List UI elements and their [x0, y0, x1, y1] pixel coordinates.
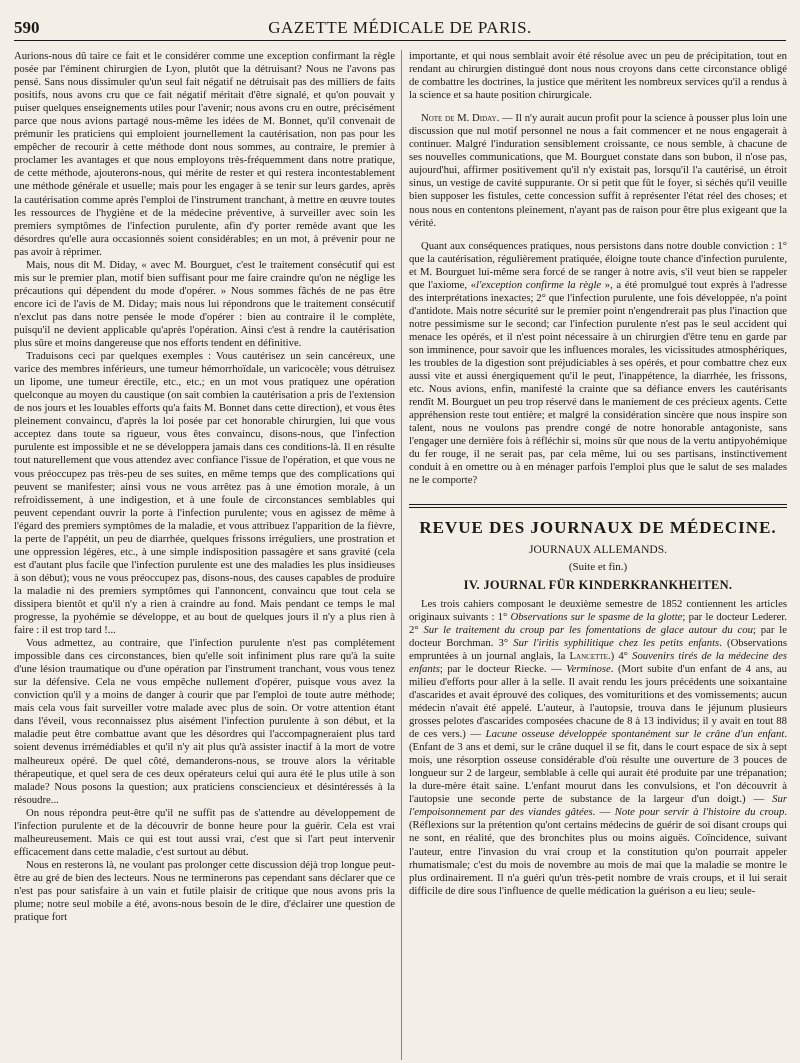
conclusion-paragraph	[409, 240, 787, 488]
paragraph: Vous admettez, au contraire, que l'infection purulente n'est pas complétement impossible dans ces circonstances, bien qu'elle soit infiniment plus rare qu'à la suite d'une lésion traumatique ou d'une opération par l'instrument tranchant, vous vous tenez sur la défensive. Cela ne vous empêche nullement d'opérer, puisque vous avez la conviction qu'il y a moins de danger à courir que par l'emploi de toute autre méthode; mais cela vous fait surveiller votre malade avec plus de soin. Or votre attention étant dans l'éveil, vous reconnaissez plus aisément l'infection purulente à son début, et la maladie peut être combattue avant que les désordres qui l'accompagneraient plus tard soient devenus irrémédiables et qu'il n'y ait plus qu'à assister inactif à la mort de votre malheureux opéré. De quel côté, demanderons-nous, se trouve alors la véritable thérapeutique, et quel sera de ces deux opérateurs celui qui aura été le plus utile à son malade? Nous posons la question; aux praticiens consciencieux et désintéressés à la résoudre...	[14, 637, 395, 806]
review-text: Lancette	[569, 649, 608, 662]
review-text: ; par le docteur Lederer. 2°	[409, 610, 787, 636]
spacer	[409, 102, 787, 112]
review-text: . (Enfant de 3 ans et demi, sur le crâne duquel il se fit, dans le court espace de six à sept mois, une résorption osseuse considérable d'où résulte une ouverture de 3 pouces de longueur sur 2 de largeur, semblable à celle qui aurait été produite par une trépanation; la dure-mère était saine. L'enfant mourut dans les convulsions, et l'on découvrit à l'autopsie une seconde perte de substance de la largeur d'un doigt.) —	[409, 728, 787, 806]
section-rule	[409, 504, 787, 508]
section-title: REVUE DES JOURNAUX DE MÉDECINE.	[419, 517, 777, 537]
conclusion-quote: l'exception confirme la règle	[475, 278, 602, 291]
running-header	[14, 16, 786, 41]
review-text: . (Réflexions sur la prétention qu'ont certains médecins de guérir de soi disant croups qui ne sont, en réalité, que des bronchites plus ou moins aiguës. Coïncidence, suivant l'auteur, entre l'invasion du vrai croup et la constitution qu'on pourrait appeler rhumatismale; c'est du mois de novembre au mois de mai que la maladie se montre le plus ordinairement. Il n'a guéri qu'un très-petit nombre de vrais croups, et il lui serait difficile de dire sous l'influence de quelle médication la guérison a eu lieu; seule-	[409, 806, 787, 897]
page-number: 590	[14, 18, 40, 37]
note-label: Note de M. Diday.	[421, 112, 500, 125]
journal-title: GAZETTE MÉDICALE DE PARIS.	[268, 18, 532, 37]
review-italic-title: Sur le traitement du croup par les fomentations de glace autour du cou	[423, 623, 753, 636]
review-text: Les trois cahiers composant le deuxième semestre de 1852 contiennent les articles originaux suivants : 1°	[409, 597, 787, 623]
review-italic-title: Sur l'empoisonnement par des viandes gâtées	[409, 793, 787, 819]
review-italic-title: Souvenirs tirés de la médecine des enfants	[409, 649, 787, 675]
review-text: ; par le docteur Riecke. —	[439, 662, 567, 675]
review-text: ; par le docteur Borchman. 3°	[409, 623, 787, 649]
review-text: .) 4°	[607, 649, 633, 662]
review-italic-title: Verminose	[566, 662, 611, 675]
review-italic-title: Sur l'iritis syphilitique chez les petits enfants	[513, 636, 720, 649]
paragraph: Nous en resterons là, ne voulant pas prolonger cette discussion déjà trop longue peut-être au gré de bien des lecteurs. Nous ne terminerons pas cependant sans déclarer que ce n'est pas pour satisfaire à un vain et futile plaisir de critique que nous avons pris la plume; notre seul mobile a été, avons-nous besoin de le dire, d'éclairer une question de pratique fort	[14, 858, 395, 924]
journal-heading: IV. JOURNAL FÜR KINDERKRANKHEITEN.	[463, 577, 733, 592]
paragraph: Mais, nous dit M. Diday, « avec M. Bourguet, c'est le traitement consécutif qui est mis sur le premier plan, motif bien suffisant pour me faire craindre qu'on ne néglige les précautions qui dépendent du mode d'opérer. » Nous sommes fâchés de ne pas être encore ici de l'avis de M. Diday; mais nous lui répondrons que le traitement consécutif n'exclut pas dans notre pensée le mode d'opérer : bien au contraire il le complète, puisqu'il ne devient applicable qu'après l'opération. Ainsi c'est à rendre la cautérisation plus sûre et moins dangereuse que nos efforts tendent en définitive.	[14, 258, 395, 350]
review-paragraph	[409, 598, 787, 898]
review-text: . (Observations empruntées à un journal anglais, la	[409, 636, 787, 662]
left-column	[14, 50, 395, 1060]
review-text: . —	[592, 806, 615, 819]
review-italic-title: Lacune osseuse développée spontanément sur le crâne d'un enfant	[485, 728, 785, 741]
paragraph: Traduisons ceci par quelques exemples : Vous cautérisez un sein cancéreux, une varice des membres inférieurs, une tumeur hémorrhoïdale, un varicocèle; vous détruisez un lipome, une tumeur érectile, etc., etc.; en un mot vous pratiquez une opération quelconque au moyen du caustique (on sait combien la cautérisation a pris de l'extension de nos jours et les louables efforts qu'a faits M. Bonnet dans cette direction), et vous êtes pleinement convaincu, d'après la loi posée par cet honorable chirurgien, lui que vous acceptez dans toute sa rigueur, vous êtes convaincu, disons-nous, que l'infection purulente est impossible et ne se développera jamais dans ces conditions-là. Il en résulte tout naturellement que vous attendez avec confiance l'issue de l'opération, et que vous ne vous préoccupez pas très-peu de ses suites, en même temps que des complications qui peuvent se manifester; ainsi vous ne vous arrêtez pas à une émotion morale, à un refroidissement, à une indigestion, et à une foule de circonstances semblables qui peuvent cependant ouvrir la porte à l'infection purulente; vous en agissez de même à l'égard des premiers symptômes de la maladie, et vous attribuez l'apparition de la fièvre, la perte de l'appétit, un peu de diarrhée, quelques frissons irréguliers, une prostration et une oppression légères, etc., à une simple indisposition passagère et sans gravité (cela est d'autant plus facile que l'infection purulente est une des maladies les plus insidieuses à son début); vous ne vous préoccupez pas, disons-nous, des causes capables de produire la maladie ni des premiers symptômes qui l'annoncent, convaincu que tout cela se dissipera bientôt et qu'il n'y a rien à craindre au fond. Mais pendant ce temps le mal progresse, la pyohémie se développe, et au bout de quelques jours il n'y a plus rien à faire : il est trop tard !...	[14, 350, 395, 637]
spacer	[409, 230, 787, 240]
right-column	[409, 50, 787, 1060]
section-subtitle: JOURNAUX ALLEMANDS.	[528, 543, 667, 556]
note-text: — Il n'y aurait aucun profit pour la science à pousser plus loin une discussion que nul motif personnel ne nous a fait commencer et ne nous engagerait à continuer. Malgré l'induration sensiblement croissante, ce nous semble, à chacune de ses nouvelles communications, que M. Bourguet constate dans son bubon, il n'ose pas, aujourd'hui, affirmer positivement qu'il n'y existait pas, lorsqu'il l'a cautérisé, un étroit sinus, un vestige de cavité suppurante. Or si petit que fût le foyer, si séchés qu'il veuille bien supposer les fistules, cette concession suffit à représenter l'état réel des choses; et nous nous en contentons pleinement, n'ayant pas de raison pour être plus exigeant que la vérité.	[409, 112, 787, 229]
note-paragraph	[409, 112, 787, 229]
column-divider	[401, 50, 402, 1060]
section-continued: (Suite et fin.)	[568, 560, 628, 573]
review-italic-title: Note pour servir à l'histoire du croup	[614, 806, 785, 819]
paragraph: On nous répondra peut-être qu'il ne suffit pas de s'attendre au développement de l'infection purulente et de la découvrir de bonne heure pour la guérir. Cela est vrai malheureusement. Mais ce qui est tout aussi vrai, c'est que si l'art peut intervenir efficacement dans cette maladie, c'est surtout au début.	[14, 806, 395, 858]
conclusion-text: », a été promulgué tout exprès à l'adresse des interprétations inexactes; 2° que l'infection purulente, une fois développée, n'a point d'antidote. Mais notre sécurité sur le premier point n'engendrerait pas plus l'inaction que notre pessimisme sur le second; car l'infection purulente n'est pas le seul accident qui menace les opérés, et il n'est point nécessaire à un chirurgien d'être tenu en garde par son imminence, pour savoir que les influences morales, les vicissitudes atmosphériques, les troubles de la digestion sont préjudiciables à ses opérés, et pour combattre chez eux aussi vite et aussi énergiquement qu'il le peut, l'inappétence, la diarrhée, les frissons, etc. Nous avions, enfin, manifesté la crainte que sa défiance envers les cautérisants rendît M. Bourguet un peu trop réservé dans le maniement de ces précieux agents. Cette appréhension reste tout entière; et malgré la considération sincère que nous inspire son talent, nous ne voulons pas prendre congé de notre honorable antagoniste, sans l'engager une dernière fois à réfléchir si, moins sûr que nous de la vertu antipyohémique du fer rouge, il ne serait pas, par cela même, lui ou ses partisans, instinctivement conduit à en omettre ou à en ménager parfois l'emploi plus que le salut de ses malades ne le comporte?	[409, 278, 787, 487]
conclusion-text: Quant aux conséquences pratiques, nous persistons dans notre double conviction : 1° que la cautérisation, régulièrement pratiquée, éloigne toute chance d'infection purulente, et M. Bourguet lui-même sera forcé de se ranger à notre avis, s'il veut bien se rappeler que l'axiome, «	[409, 239, 787, 291]
paragraph: importante, et qui nous semblait avoir été résolue avec un peu de précipitation, tout en rendant au chirurgien distingué dont nous nous croyons dans cette circonstance obligé de combattre les doctrines, la justice que méritent les nombreux services qu'il a rendus à la science et sa haute position chirurgicale.	[409, 50, 787, 102]
paragraph: Aurions-nous dû taire ce fait et le considérer comme une exception confirmant la règle posée par l'éminent chirurgien de Lyon, plutôt que la détruisant? Nous ne l'avons pas pensé. Sans nous dissimuler qu'un seul fait négatif ne détruisait pas des milliers de faits positifs, nous avons cru que ce fait négatif méritait d'être signalé, et qu'on pouvait y puiser quelques enseignements utiles pour l'avenir; nous avons cru en outre, précisément parce que nous avions partagé nous-même les idées de M. Bonnet, qu'il convenait de prémunir les praticiens qui emploient journellement la cautérisation, non pas pour les empêcher de recourir à cette méthode dont nous sommes, au contraire, le premier à proclamer les avantages et que nous employons très-fréquemment dans notre pratique, de cette méthode, ajouterons-nous, qui mérite de rester et qui restera incontestablement une méthode générale et usuelle; mais pour les engager à se tenir sur leurs gardes, après la cautérisation comme après l'emploi de l'instrument tranchant, à mettre en œuvre toutes les ressources de l'hygiène et de la médecine préventive, à surveiller avec soin les premiers symptômes de l'infection purulente, afin d'y porter remède avant que les désordres qu'elle aura occasionnés soient considérables; en un mot, à prévenir pour ne pas avoir à réprimer.	[14, 50, 395, 258]
review-italic-title: Observations sur le spasme de la glotte	[510, 610, 683, 623]
review-text: . (Mort subite d'un enfant de 4 ans, au milieu d'efforts pour aller à la selle. Il avait rendu les jours précédents une soixantaine d'ascarides et avait éprouvé des coliques, des vomituritions et des vomissements; aucun médecin n'avait été appelé. L'auteur, à l'autopsie, trouva dans le jéjunum plusieurs grosses pelotes d'ascarides composées chacune de 8 à 13 individus; il y avait en tout 88 de ces vers.) —	[409, 662, 787, 741]
